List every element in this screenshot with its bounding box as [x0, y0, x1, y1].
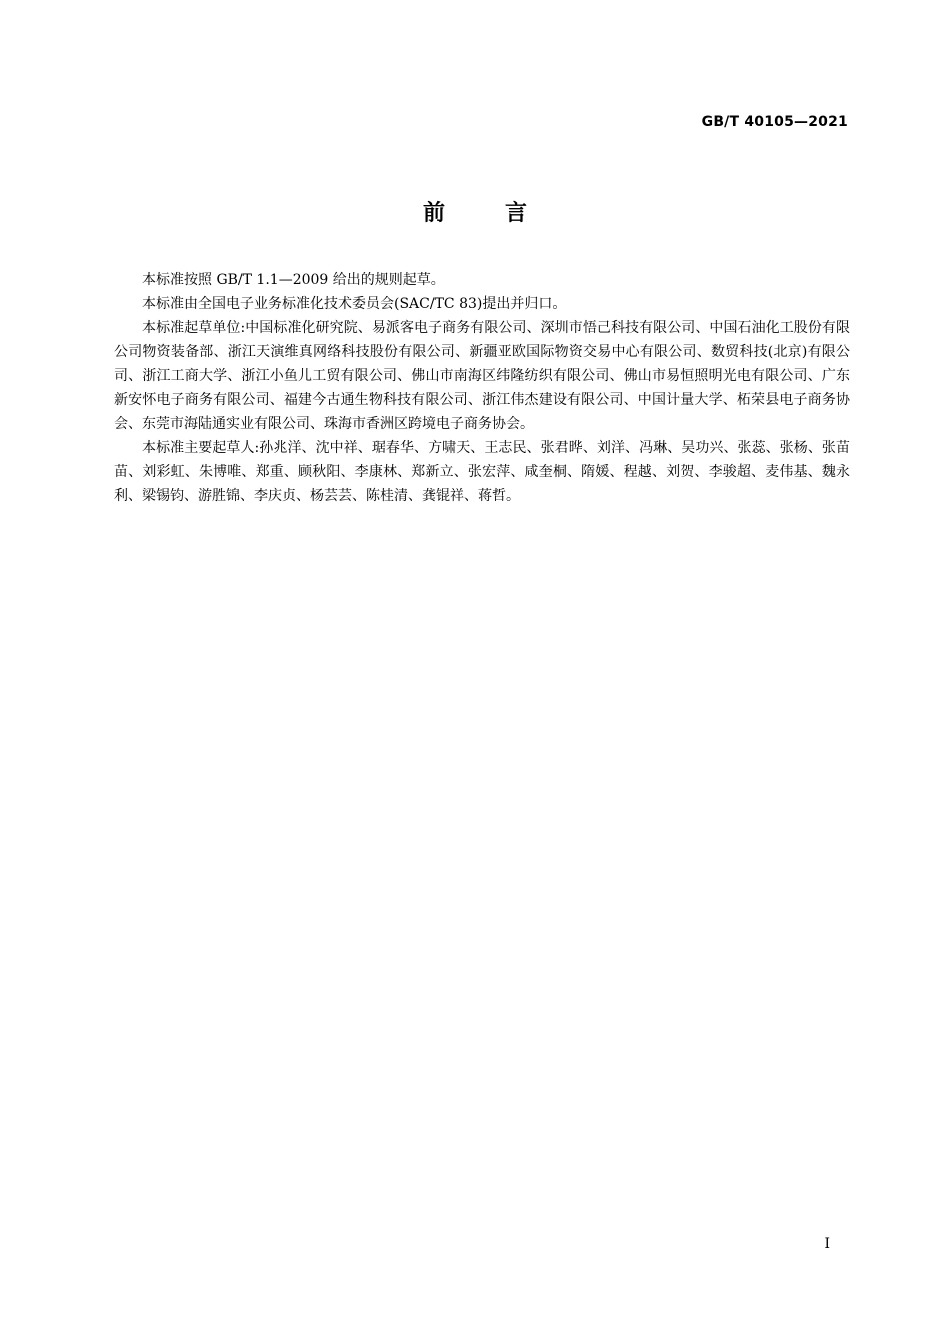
paragraph-drafting-units: 本标准起草单位:中国标准化研究院、易派客电子商务有限公司、深圳市悟己科技有限公司、中国石油化工股份有限公司物资装备部、浙江天演维真网络科技股份有限公司、新疆亚欧国际物资交易中心有限公司、数贸科技(北京)有限公司、浙江工商大学、浙江小鱼儿工贸有限公司、佛山市南海区纬隆纺织有限公司、佛山市易恒照明光电有限公司、广东新安怀电子商务有限公司、福建今古通生物科技有限公司、浙江伟杰建设有限公司、中国计量大学、柘荣县电子商务协会、东莞市海陆通实业有限公司、珠海市香洲区跨境电子商务协会。: [114, 320, 850, 432]
paragraph-drafters: 本标准主要起草人:孙兆洋、沈中祥、琚春华、方啸天、王志民、张君晔、刘洋、冯琳、吴功兴、张蕊、张杨、张苗苗、刘彩虹、朱博唯、郑重、顾秋阳、李康林、郑新立、张宏萍、咸奎桐、隋媛、程越、刘贺、李骏超、麦伟基、魏永利、梁锡钧、游胜锦、李庆贞、杨芸芸、陈桂清、龚锟祥、蒋哲。: [114, 440, 850, 504]
foreword-body: [114, 268, 850, 508]
page-number: I: [824, 1236, 830, 1252]
paragraph-committee: 本标准由全国电子业务标准化技术委员会(SAC/TC 83)提出并归口。: [142, 296, 567, 312]
standard-code: GB/T 40105—2021: [701, 114, 848, 130]
paragraph-drafting-rules: 本标准按照 GB/T 1.1—2009 给出的规则起草。: [142, 272, 445, 288]
page-title: 前言: [422, 201, 587, 226]
